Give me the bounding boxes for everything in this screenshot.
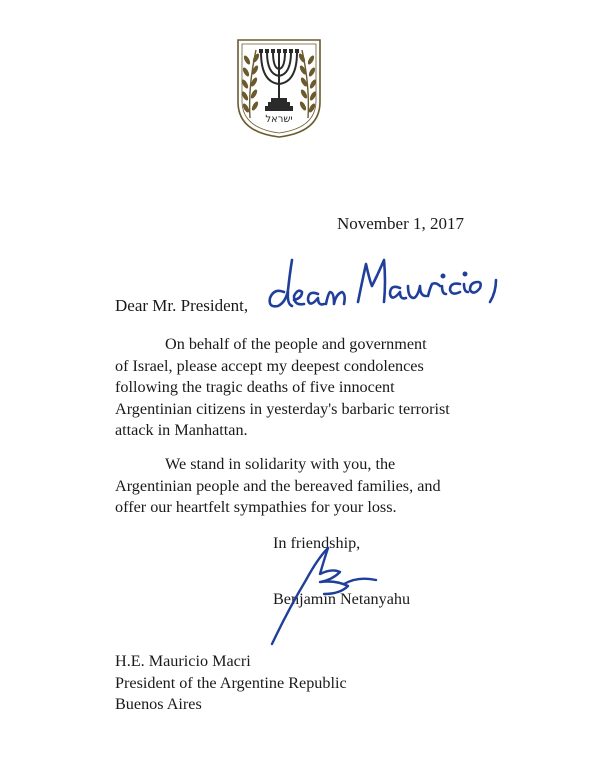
handwritten-signature-icon	[258, 540, 388, 650]
address-line: Buenos Aires	[115, 695, 202, 713]
paragraph-line: following the tragic deaths of five innocent	[115, 378, 395, 396]
paragraph-line: Argentinian people and the bereaved families, and	[115, 476, 441, 495]
body-paragraph-2	[115, 454, 495, 519]
paragraph-line: We stand in solidarity with you, the	[165, 455, 396, 473]
handwritten-greeting-text: dear Mauricio,	[262, 252, 268, 253]
paragraph-line: attack in Manhattan.	[115, 421, 248, 439]
recipient-address	[115, 651, 347, 716]
letter-date: November 1, 2017	[336, 214, 464, 233]
paragraph-line: Argentinian citizens in yesterday's barbaric terrorist	[115, 399, 450, 418]
address-line: President of the Argentine Republic	[115, 673, 347, 692]
address-line: H.E. Mauricio Macri	[115, 652, 251, 670]
paragraph-line: On behalf of the people and government	[165, 335, 427, 353]
signer-name: Benjamin Netanyahu	[273, 590, 411, 608]
paragraph-line: of Israel, please accept my deepest condolences	[115, 356, 424, 375]
state-emblem-icon	[234, 36, 324, 140]
closing: In friendship,	[273, 534, 361, 552]
paragraph-line: offer our heartfelt sympathies for your loss.	[115, 498, 397, 516]
emblem-inscription: ישראל	[265, 114, 293, 125]
body-paragraph-1	[115, 334, 495, 442]
salutation: Dear Mr. President,	[115, 296, 249, 315]
handwritten-greeting	[262, 252, 502, 318]
